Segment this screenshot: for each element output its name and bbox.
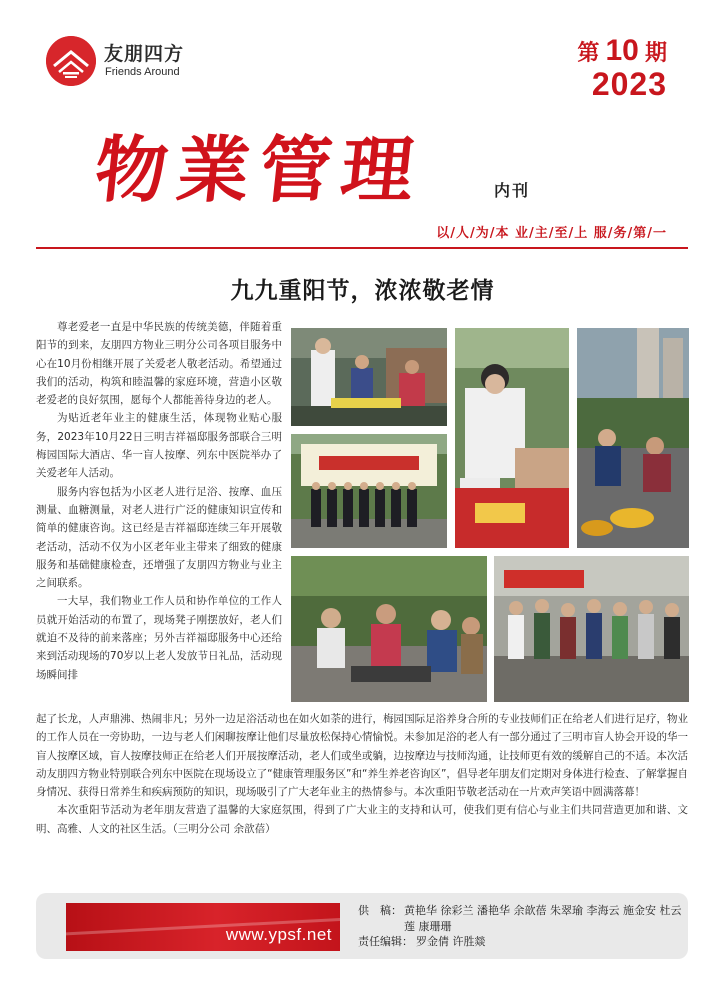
article-continuation: 起了长龙，人声鼎沸、热闹非凡；另外一边足浴活动也在如火如荼的进行，梅园国际足浴养身合所的专业技师们正在给老人们进行足疗，物业的工作人员在一旁协助，一边与老人们闲聊按摩让他们尽量放松保持心情愉悦。未参加足浴的老人有一部分通过了三明市盲人协会开设的华一盲人按摩区域，盲人按摩技师正在给老人们开展按摩活动，老人们或坐或躺，边按摩边与技师沟通，让技师更有效的缓解自己的不适。本次活动友朋四方物业特别联合列东中医院在现场设立了“健康管理服务区”和“养生养老咨询区”，倡导老年朋友们定期对身体进行检查、了解掌握自身情况、获得日常养生和疾病预防的知识，现场吸引了广大老年业主的热情参与。本次重阳节敬老活动在一片欢声笑语中圆满落幕！ [36,713,688,799]
article-paragraph: 为贴近老年业主的健康生活，体现物业贴心服务，2023年10月22日三明吉祥福邸服务部联合三明梅园国际大酒店、华一盲人按摩、列东中医院举办了关爱老年人活动。 [36,412,282,480]
editors-row [358,934,688,950]
photo-massage-area [291,556,487,702]
brand-logo [46,36,206,86]
article-paragraph: 服务内容包括为小区老人进行足浴、按摩、血压测量、血糖测量，对老人进行广泛的健康知识宣传和简单的健康咨询。这已经是吉祥福邸连续三年开展敬老活动，活动不仅为小区老年业主带来了细致的健康服务和基础健康检查，还增强了友朋四方物业与业主之间联系。 [36,485,282,590]
article-paragraph: 尊老爱老一直是中华民族的传统美德，伴随着重阳节的到来，友朋四方物业三明分公司各项目服务中心在10月份相继开展了关爱老人敬老活动。希望通过我们的活动，构筑和睦温馨的家庭环境，营造小区敬老爱老的良好氛围，愿每个人都能善待身边的老人。 [36,321,282,407]
brand-name-en: Friends Around [105,66,180,78]
masthead-slogan: 以/人/为/本 业/主/至/上 服/务/第/一 [436,226,667,241]
article-closing: 本次重阳节活动为老年朋友营造了温馨的大家庭氛围，得到了广大业主的支持和认可，使我们更有信心与业主们共同营造更加和谐、文明、高雅、人文的社区生活。（三明分公司 余歆蓓） [36,804,688,835]
issue-number-row [577,34,667,68]
website-banner [66,903,340,951]
issue-year: 2023 [591,66,667,102]
article-title: 九九重阳节，浓浓敬老情 [230,277,495,304]
article-paragraph: 一大早，我们物业工作人员和协作单位的工作人员就开始活动的布置了，现场凳子刚摆放好，老人们就迫不及待的前来落座；另外吉祥福邸服务中心还给来到活动现场的70岁以上老人发放节日礼品，活动现场瞬间排 [36,595,282,681]
article-left-column [36,318,282,684]
photo-health-consultation [494,556,689,702]
issue-suffix: 期 [644,40,667,65]
header-divider [36,247,688,249]
brand-name-cn: 友朋四方 [104,43,185,65]
brand-emblem-icon [46,36,96,86]
contributors-label: 供 稿： [358,904,402,917]
photo-blood-pressure-check [291,328,447,426]
photo-foot-bath [577,328,689,548]
photo-blood-sugar-test [455,328,569,548]
editors-label: 责任编辑： [358,935,413,948]
issue-prefix: 第 [577,40,600,65]
photo-group-banner [291,434,447,548]
article-full-width [36,710,688,838]
issue-info [577,34,667,103]
contributors-names: 黄艳华 徐彩兰 潘艳华 余歆蓓 朱翠瑜 李海云 施金安 杜云莲 康珊珊 [404,904,682,933]
editors-names: 罗金倩 许胜燚 [416,935,486,948]
contributors-row [358,903,688,934]
masthead-label: 内刊 [494,181,531,200]
credits [358,903,688,950]
footer-bar [36,893,688,959]
issue-number: 10 [605,34,639,67]
website-url[interactable]: www.ypsf.net [225,925,332,944]
masthead-title: 物業管理 [90,127,428,212]
